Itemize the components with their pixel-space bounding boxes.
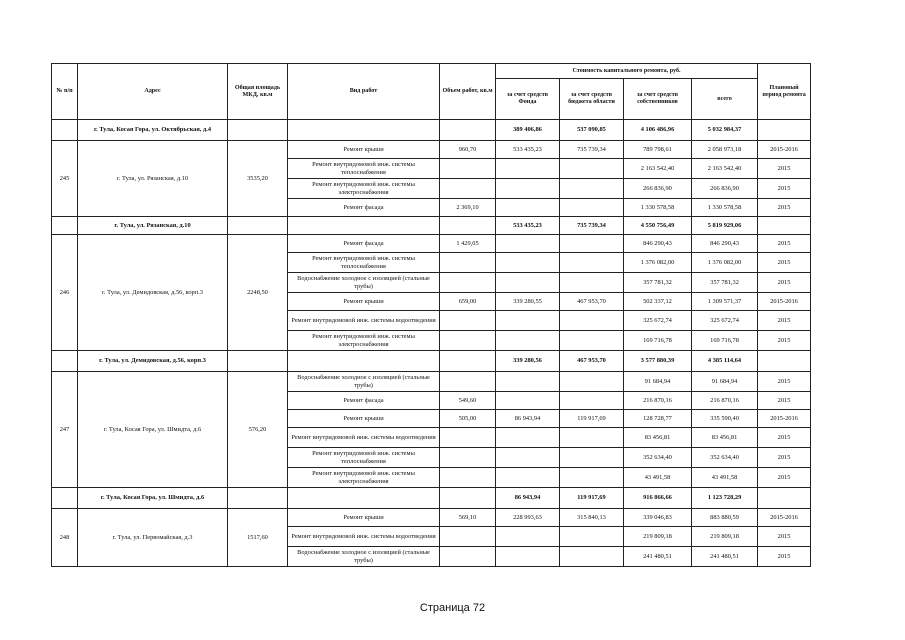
period: 2015 <box>758 159 811 179</box>
fund <box>496 235 560 253</box>
period: 2015-2016 <box>758 141 811 159</box>
total: 2 163 542,40 <box>692 159 758 179</box>
region <box>560 199 624 217</box>
owners: 502 337,12 <box>624 293 692 311</box>
period: 2015 <box>758 199 811 217</box>
total: 2 058 973,18 <box>692 141 758 159</box>
fund: 86 943,94 <box>496 410 560 428</box>
subtotal-address: г. Тула, ул. Демидовская, д.56, корп.3 <box>78 351 228 372</box>
subtotal-region: 735 739,34 <box>560 217 624 235</box>
subtotal-address: г. Тула, Косая Гора, ул. Октябрьская, д.4 <box>78 120 228 141</box>
total: 83 456,81 <box>692 428 758 448</box>
fund <box>496 468 560 488</box>
region <box>560 235 624 253</box>
row-area: 1517,60 <box>228 509 288 567</box>
work-type: Ремонт фасада <box>288 199 440 217</box>
fund <box>496 448 560 468</box>
total: 241 480,51 <box>692 547 758 567</box>
volume <box>440 253 496 273</box>
period: 2015 <box>758 273 811 293</box>
region: 119 917,69 <box>560 410 624 428</box>
owners: 219 809,18 <box>624 527 692 547</box>
work-type: Ремонт фасада <box>288 235 440 253</box>
fund: 228 993,63 <box>496 509 560 527</box>
region: 735 739,34 <box>560 141 624 159</box>
col-header-volume: Объем работ, кв.м <box>440 64 496 120</box>
volume <box>440 547 496 567</box>
col-header-address: Адрес <box>78 64 228 120</box>
row-area: 2248,50 <box>228 235 288 351</box>
table-cell <box>758 120 811 141</box>
col-header-work-type: Вид работ <box>288 64 440 120</box>
table-cell <box>758 488 811 509</box>
volume: 1 429,05 <box>440 235 496 253</box>
owners: 1 376 082,00 <box>624 253 692 273</box>
work-type: Ремонт крыши <box>288 141 440 159</box>
subtotal-total: 5 819 929,06 <box>692 217 758 235</box>
region <box>560 159 624 179</box>
period: 2015 <box>758 331 811 351</box>
period: 2015-2016 <box>758 509 811 527</box>
total: 216 870,16 <box>692 392 758 410</box>
owners: 846 290,43 <box>624 235 692 253</box>
fund <box>496 392 560 410</box>
period: 2015 <box>758 253 811 273</box>
capital-repair-table <box>51 63 811 567</box>
subtotal-region: 467 953,70 <box>560 351 624 372</box>
volume <box>440 468 496 488</box>
table-cell <box>758 351 811 372</box>
subtotal-total: 1 123 728,29 <box>692 488 758 509</box>
col-header-owners: за счет средств собственников <box>624 79 692 120</box>
region: 467 953,70 <box>560 293 624 311</box>
col-header-region-budget: за счет средств бюджета области <box>560 79 624 120</box>
region <box>560 372 624 392</box>
period: 2015 <box>758 547 811 567</box>
table-cell <box>440 217 496 235</box>
work-type: Ремонт внутридомовой инж. системы водоотведения <box>288 527 440 547</box>
volume <box>440 311 496 331</box>
table-cell <box>288 217 440 235</box>
total: 1 330 578,58 <box>692 199 758 217</box>
owners: 83 456,81 <box>624 428 692 448</box>
total: 91 684,94 <box>692 372 758 392</box>
row-address: г. Тула, ул. Первомайская, д.3 <box>78 509 228 567</box>
period: 2015 <box>758 372 811 392</box>
col-header-area: Общая площадь МКД, кв.м <box>228 64 288 120</box>
volume: 549,60 <box>440 392 496 410</box>
region <box>560 527 624 547</box>
region <box>560 311 624 331</box>
fund <box>496 273 560 293</box>
work-type: Ремонт внутридомовой инж. системы теплоснабжения <box>288 253 440 273</box>
owners: 352 634,40 <box>624 448 692 468</box>
volume: 569,10 <box>440 509 496 527</box>
col-header-number: № п/п <box>52 64 78 120</box>
work-type: Ремонт внутридомовой инж. системы электроснабжения <box>288 468 440 488</box>
col-header-period: Плановый период ремонта <box>758 64 811 120</box>
subtotal-region: 119 917,69 <box>560 488 624 509</box>
region <box>560 392 624 410</box>
subtotal-owners: 4 550 756,49 <box>624 217 692 235</box>
subtotal-owners: 3 577 880,39 <box>624 351 692 372</box>
page-number: Страница 72 <box>419 602 486 614</box>
region <box>560 253 624 273</box>
volume <box>440 448 496 468</box>
region <box>560 547 624 567</box>
volume <box>440 428 496 448</box>
period: 2015 <box>758 311 811 331</box>
total: 169 716,78 <box>692 331 758 351</box>
row-number: 246 <box>52 235 78 351</box>
work-type: Ремонт крыши <box>288 410 440 428</box>
subtotal-owners: 4 106 486,96 <box>624 120 692 141</box>
row-number: 247 <box>52 372 78 488</box>
owners: 2 163 542,40 <box>624 159 692 179</box>
work-type: Ремонт крыши <box>288 509 440 527</box>
subtotal-total: 5 032 984,37 <box>692 120 758 141</box>
region <box>560 448 624 468</box>
fund <box>496 253 560 273</box>
volume <box>440 372 496 392</box>
owners: 241 480,51 <box>624 547 692 567</box>
row-address: г. Тула, ул. Демидовская, д.56, корп.3 <box>78 235 228 351</box>
volume <box>440 331 496 351</box>
work-type: Водоснабжение холодное с изоляцией (стальные трубы) <box>288 273 440 293</box>
subtotal-address: г. Тула, ул. Рязанская, д.10 <box>78 217 228 235</box>
work-type: Ремонт внутридомовой инж. системы водоотведения <box>288 428 440 448</box>
fund: 339 280,55 <box>496 293 560 311</box>
row-number: 248 <box>52 509 78 567</box>
row-address: г. Тула, Косая Гора, ул. Шмидта, д.6 <box>78 372 228 488</box>
table-cell <box>758 217 811 235</box>
subtotal-fund: 339 280,56 <box>496 351 560 372</box>
work-type: Ремонт фасада <box>288 392 440 410</box>
volume <box>440 527 496 547</box>
owners: 216 870,16 <box>624 392 692 410</box>
work-type: Ремонт внутридомовой инж. системы теплоснабжения <box>288 159 440 179</box>
volume: 659,00 <box>440 293 496 311</box>
fund <box>496 311 560 331</box>
fund <box>496 527 560 547</box>
fund: 533 435,23 <box>496 141 560 159</box>
total: 219 809,18 <box>692 527 758 547</box>
work-type: Ремонт внутридомовой инж. системы теплоснабжения <box>288 448 440 468</box>
table-cell <box>52 217 78 235</box>
row-address: г. Тула, ул. Рязанская, д.10 <box>78 141 228 217</box>
period: 2015 <box>758 468 811 488</box>
col-header-cost-group: Стоимость капитального ремонта, руб. <box>496 64 758 79</box>
volume: 505,00 <box>440 410 496 428</box>
region <box>560 331 624 351</box>
table-cell <box>52 120 78 141</box>
region: 315 840,13 <box>560 509 624 527</box>
table-row <box>52 141 811 159</box>
period: 2015 <box>758 392 811 410</box>
table-row <box>52 235 811 253</box>
owners: 1 330 578,58 <box>624 199 692 217</box>
fund <box>496 428 560 448</box>
subtotal-fund: 86 943,94 <box>496 488 560 509</box>
table-cell <box>440 488 496 509</box>
table-cell <box>228 488 288 509</box>
subtotal-row <box>52 120 811 141</box>
total: 352 634,40 <box>692 448 758 468</box>
volume: 2 369,10 <box>440 199 496 217</box>
table-cell <box>52 488 78 509</box>
fund <box>496 159 560 179</box>
total: 883 880,59 <box>692 509 758 527</box>
volume: 960,70 <box>440 141 496 159</box>
row-number: 245 <box>52 141 78 217</box>
table-cell <box>228 120 288 141</box>
col-header-fund: за счет средств Фонда <box>496 79 560 120</box>
row-area: 3535,20 <box>228 141 288 217</box>
owners: 91 684,94 <box>624 372 692 392</box>
subtotal-row <box>52 488 811 509</box>
table-cell <box>228 351 288 372</box>
subtotal-region: 537 090,85 <box>560 120 624 141</box>
table-cell <box>288 488 440 509</box>
row-area: 576,20 <box>228 372 288 488</box>
period: 2015 <box>758 448 811 468</box>
owners: 128 728,77 <box>624 410 692 428</box>
owners: 357 781,32 <box>624 273 692 293</box>
fund <box>496 331 560 351</box>
fund <box>496 199 560 217</box>
col-header-total: всего <box>692 79 758 120</box>
region <box>560 273 624 293</box>
period: 2015 <box>758 179 811 199</box>
subtotal-fund: 389 406,86 <box>496 120 560 141</box>
owners: 789 798,61 <box>624 141 692 159</box>
subtotal-fund: 533 435,23 <box>496 217 560 235</box>
total: 325 672,74 <box>692 311 758 331</box>
owners: 43 491,58 <box>624 468 692 488</box>
volume <box>440 179 496 199</box>
subtotal-row <box>52 217 811 235</box>
table-cell <box>440 120 496 141</box>
total: 266 836,90 <box>692 179 758 199</box>
table-cell <box>440 351 496 372</box>
region <box>560 468 624 488</box>
work-type: Ремонт внутридомовой инж. системы водоотведения <box>288 311 440 331</box>
total: 846 290,43 <box>692 235 758 253</box>
period: 2015 <box>758 527 811 547</box>
fund <box>496 179 560 199</box>
total: 43 491,58 <box>692 468 758 488</box>
total: 335 590,40 <box>692 410 758 428</box>
work-type: Водоснабжение холодное с изоляцией (стальные трубы) <box>288 547 440 567</box>
total: 1 376 082,00 <box>692 253 758 273</box>
table-cell <box>288 351 440 372</box>
owners: 266 836,90 <box>624 179 692 199</box>
period: 2015-2016 <box>758 410 811 428</box>
work-type: Ремонт крыши <box>288 293 440 311</box>
subtotal-address: г. Тула, Косая Гора, ул. Шмидта, д.6 <box>78 488 228 509</box>
table-cell <box>288 120 440 141</box>
subtotal-owners: 916 866,66 <box>624 488 692 509</box>
region <box>560 428 624 448</box>
volume <box>440 273 496 293</box>
subtotal-total: 4 385 114,64 <box>692 351 758 372</box>
period: 2015-2016 <box>758 293 811 311</box>
table-cell <box>228 217 288 235</box>
total: 357 781,32 <box>692 273 758 293</box>
owners: 169 716,78 <box>624 331 692 351</box>
work-type: Ремонт внутридомовой инж. системы электроснабжения <box>288 179 440 199</box>
table-row <box>52 372 811 392</box>
owners: 339 046,83 <box>624 509 692 527</box>
fund <box>496 372 560 392</box>
volume <box>440 159 496 179</box>
table-row <box>52 509 811 527</box>
fund <box>496 547 560 567</box>
owners: 325 672,74 <box>624 311 692 331</box>
region <box>560 179 624 199</box>
period: 2015 <box>758 235 811 253</box>
subtotal-row <box>52 351 811 372</box>
total: 1 309 571,37 <box>692 293 758 311</box>
work-type: Водоснабжение холодное с изоляцией (стальные трубы) <box>288 372 440 392</box>
period: 2015 <box>758 428 811 448</box>
table-cell <box>52 351 78 372</box>
work-type: Ремонт внутридомовой инж. системы электроснабжения <box>288 331 440 351</box>
